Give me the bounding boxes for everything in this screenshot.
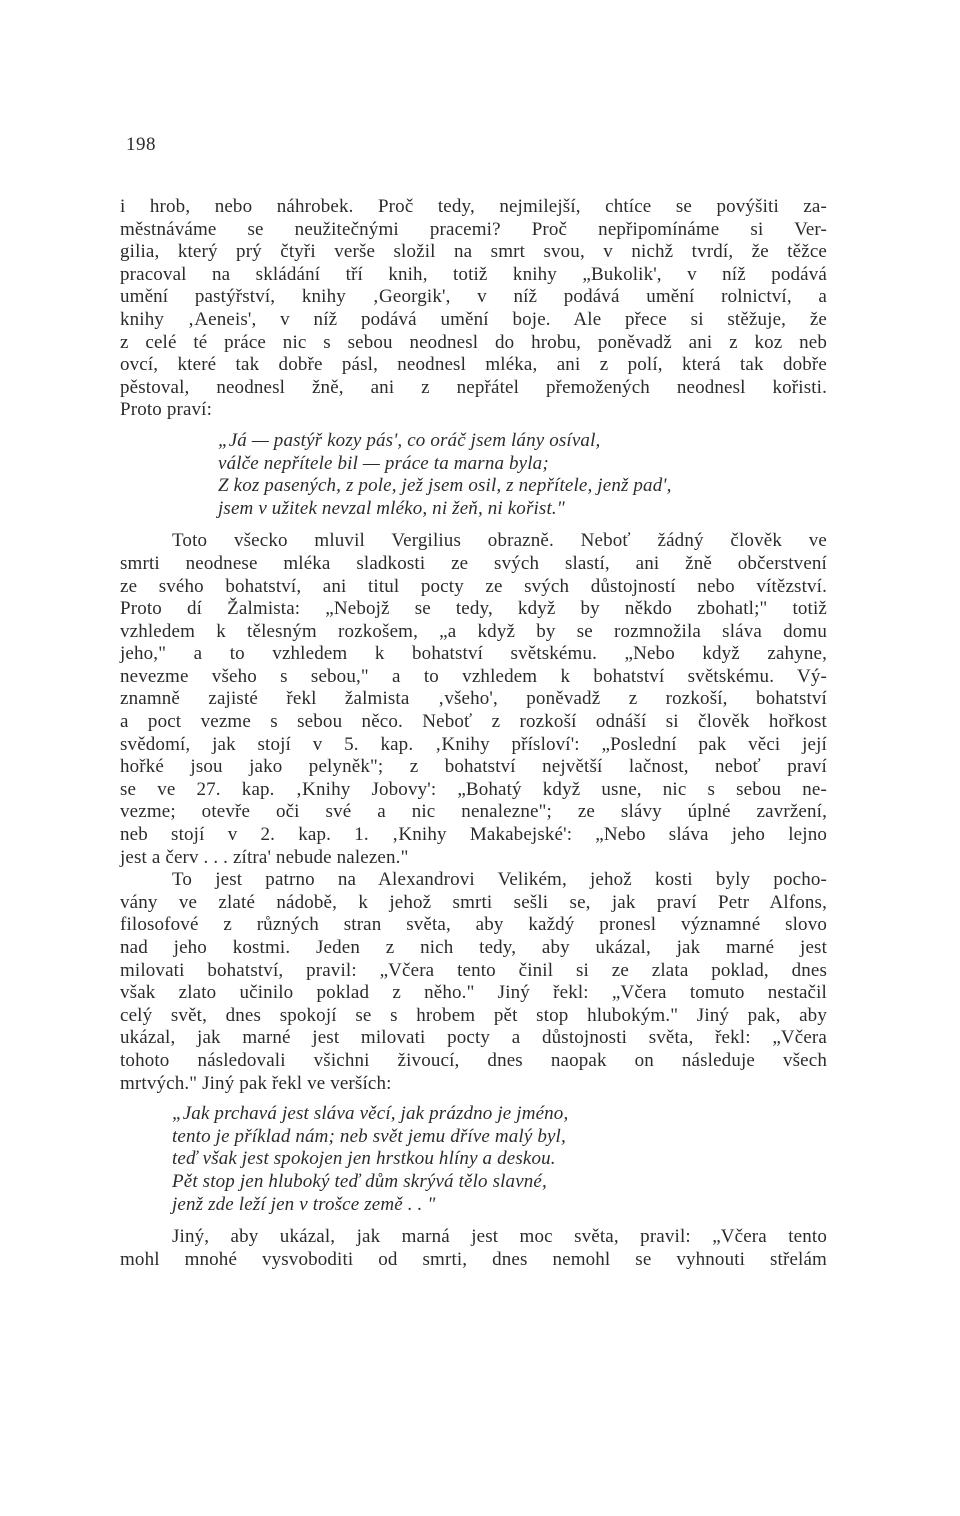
- verse-line: tento je příklad nám; neb svět jemu dříve malý byl,: [172, 1125, 566, 1147]
- text-line: tohoto následovali všichni živoucí, dnes naopak on následuje všech: [120, 1049, 827, 1071]
- text-line: filosofové z různých stran světa, aby každý pronesl významné slovo: [120, 914, 827, 936]
- text-line: se ve 27. kap. ‚Knihy Jobovy': „Bohatý když usne, nic s sebou ne-: [120, 778, 827, 800]
- text-line: Toto všecko mluvil Vergilius obrazně. Neboť žádný člověk ve: [172, 530, 827, 552]
- verse-line: „Jak prchavá jest sláva věcí, jak prázdno je jméno,: [172, 1103, 569, 1125]
- paragraph-1: [120, 196, 827, 422]
- verse-line: jsem v užitek nevzal mléko, ni žeň, ni kořist.": [218, 497, 565, 519]
- verse-line: jenž zde leží jen v trošce země . . ": [172, 1193, 436, 1215]
- text-line: Jiný, aby ukázal, jak marná jest moc světa, pravil: „Včera tento: [172, 1226, 827, 1248]
- text-line: ukázal, jak marné jest milovati pocty a důstojnosti světa, řekl: „Včera: [120, 1027, 827, 1049]
- verse-line: teď však jest spokojen jen hrstkou hlíny a deskou.: [172, 1148, 556, 1170]
- text-line: a poct vezme s sebou něco. Neboť z rozkoší odnáší si člověk hořkost: [120, 711, 827, 733]
- text-line: jest a červ . . . zítra' nebude nalezen.": [120, 846, 409, 868]
- text-line: nevezme všeho s sebou," a to vzhledem k bohatství světskému. Vý-: [120, 665, 827, 687]
- page-number: 198: [126, 134, 156, 155]
- text-line: nad jeho kostmi. Jeden z nich tedy, aby ukázal, jak marné jest: [120, 937, 827, 958]
- text-line: z celé té práce nic s sebou neodnesl do hrobu, poněvadž ani z koz neb: [120, 331, 827, 353]
- text-line: vzhledem k tělesným rozkošem, „a když by se rozmnožila sláva domu: [120, 620, 827, 642]
- text-line: však zlato učinilo poklad z něho." Jiný řekl: „Včera tomuto nestačil: [120, 982, 827, 1004]
- text-line: knihy ‚Aeneis', v níž podává umění boje. Ale přece si stěžuje, že: [120, 308, 827, 330]
- text-line: pracoval na skládání tří knih, totiž knihy „Bukolik', v níž podává: [120, 263, 827, 285]
- text-line: městnáváme se neužitečnými pracemi? Proč nepřipomínáme si Ver-: [120, 218, 827, 240]
- text-line: To jest patrno na Alexandrovi Velikém, jehož kosti byly pocho-: [172, 869, 827, 891]
- text-line: vezme; otevře oči své a nic nenalezne"; ze slávy úplné zavržení,: [120, 801, 827, 823]
- text-line: Proto praví:: [120, 399, 213, 421]
- paragraph-2: [120, 530, 827, 869]
- text-line: smrti neodnese mléka sladkosti ze svých slastí, ani žně občerstvení: [120, 552, 827, 574]
- verse-line: „Já — pastýř kozy pás', co oráč jsem lány osíval,: [218, 429, 601, 451]
- text-line: svědomí, jak stojí v 5. kap. ‚Knihy přísloví': „Poslední pak věci její: [120, 733, 827, 755]
- text-line: Proto dí Žalmista: „Nebojž se tedy, když by někdo zbohatl;" totiž: [120, 598, 827, 620]
- verse-quote-1: [120, 430, 827, 520]
- verse-line: Z koz pasených, z pole, jež jsem osil, z nepřítele, jenž pad',: [218, 475, 672, 497]
- paragraph-3: [120, 869, 827, 1095]
- text-line: i hrob, nebo náhrobek. Proč tedy, nejmilejší, chtíce se povýšiti za-: [120, 196, 827, 217]
- verse-line: Pět stop jen hluboký teď dům skrývá tělo slavné,: [172, 1170, 547, 1192]
- page-body: [120, 196, 827, 1271]
- text-line: mohl mnohé vysvoboditi od smrti, dnes nemohl se vyhnouti střelám: [120, 1248, 827, 1270]
- text-line: ovcí, které tak dobře pásl, neodnesl mléka, ani z polí, která tak dobře: [120, 354, 827, 376]
- text-line: umění pastýřství, knihy ‚Georgik', v níž podává umění rolnictví, a: [120, 286, 827, 308]
- paragraph-4: [120, 1226, 827, 1271]
- text-line: mrtvých." Jiný pak řekl ve verších:: [120, 1072, 392, 1094]
- text-line: gilia, který prý čtyři verše složil na smrt svou, v nichž tvrdí, že těžce: [120, 241, 827, 263]
- verse-quote-2: [120, 1103, 827, 1216]
- text-line: ze svého bohatství, ani titul pocty ze svých důstojností nebo vítězství.: [120, 575, 827, 597]
- text-line: pěstoval, neodnesl žně, ani z nepřátel přemožených neodnesl kořisti.: [120, 376, 827, 398]
- verse-line: válče nepřítele bil — práce ta marna byla;: [218, 452, 549, 474]
- text-line: hořké jsou jako pelyněk"; z bohatství největší lačnost, neboť praví: [120, 756, 827, 778]
- text-line: vány ve zlaté nádobě, k jehož smrti sešli se, jak praví Petr Alfons,: [120, 891, 827, 913]
- text-line: znamně zajisté řekl žalmista ‚všeho', poněvadž z rozkoší, bohatství: [120, 688, 827, 710]
- text-line: neb stojí v 2. kap. 1. ‚Knihy Makabejské': „Nebo sláva jeho lejno: [120, 824, 827, 846]
- text-line: celý svět, dnes spokojí se s hrobem pět stop hlubokým." Jiný pak, aby: [120, 1004, 827, 1026]
- text-line: jeho," a to vzhledem k bohatství světskému. „Nebo když zahyne,: [120, 643, 827, 665]
- text-line: milovati bohatství, pravil: „Včera tento činil si ze zlata poklad, dnes: [120, 959, 827, 981]
